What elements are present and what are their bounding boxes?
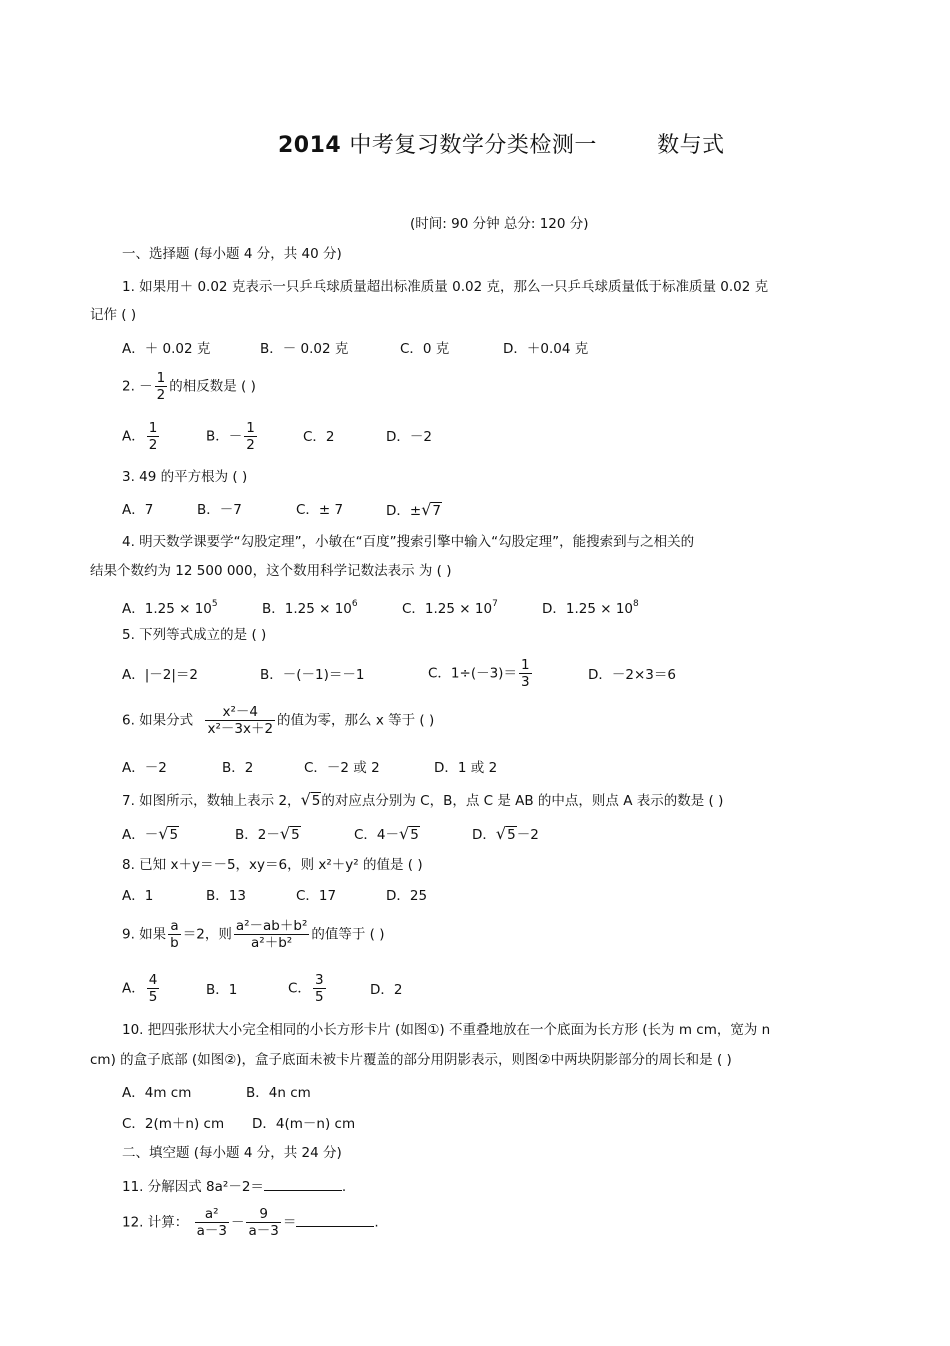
q2-pre: 2. － [122,378,153,395]
q12-fraction-2 [246,1206,280,1239]
q7-post: 的对应点分别为 C，B，点 C 是 AB 的中点，则点 A 表示的数是 ( ) [321,793,724,809]
q8-stem: 8. 已知 x＋y＝－5，xy＝6，则 x²＋y² 的值是 ( ) [122,857,423,873]
section-heading-1: 一、选择题 (每小题 4 分，共 40 分) [122,246,342,262]
q7-pre: 7. 如图所示，数轴上表示 2， [122,793,301,809]
q8-option-c: C．17 [296,888,337,904]
q6-den: x²－3x＋2 [207,721,274,737]
q12-end: . [374,1214,379,1231]
q7-b-label: B．2－ [235,827,280,843]
q1-option-d: D．＋0.04 克 [503,341,589,357]
q9-fraction-1 [168,918,181,951]
q3-option-d [386,500,442,521]
q3-d-radicand: 7 [432,503,442,519]
q11-stem [122,1176,346,1197]
q7-option-a [122,824,179,845]
q7-c-radicand: 5 [410,827,419,843]
q7-option-b [235,824,301,845]
q4-a-text: A．1.25 × 10 [122,601,212,617]
q1-option-b: B．－ 0.02 克 [260,341,349,357]
q2-num: 1 [156,370,166,386]
q10-line1: 10. 把四张形状大小完全相同的小长方形卡片 (如图①) 不重叠地放在一个底面为长方形 (长为 m cm，宽为 n [122,1022,771,1038]
q7-option-c [354,824,420,845]
q7-d-post: －2 [516,827,539,843]
q6-stem [122,704,434,737]
q3-option-a: A．7 [122,502,154,518]
q6-num: x²－4 [222,704,258,720]
q10-option-a: A．4m cm [122,1085,192,1101]
q4-option-b [262,594,358,619]
q7-d-sqrt: √5 [495,824,516,843]
q4-option-c [402,594,498,619]
q9-c-label: C． [288,980,311,997]
q12-minus: － [230,1214,245,1231]
q9-c-den: 5 [314,989,324,1005]
q12-answer-blank[interactable] [296,1212,374,1227]
q4-a-exp: 5 [211,599,218,609]
q12-eq: ＝ [282,1214,297,1231]
q3-option-b: B．－7 [197,502,242,518]
q2-option-d: D．－2 [386,429,432,445]
q4-c-text: C．1.25 × 10 [402,601,493,617]
q2-fraction [155,370,168,403]
q9-pre: 9. 如果 [122,926,167,943]
q5-option-c [428,657,534,690]
q7-a-sqrt: √5 [158,824,179,843]
q5-stem: 5. 下列等式成立的是 ( ) [122,627,267,643]
q2-a-fraction [147,420,160,453]
title-main: 中考复习数学分类检测一 [349,133,597,158]
q2-b-num: 1 [246,420,255,436]
q4-b-text: B．1.25 × 10 [262,601,352,617]
q7-radicand: 5 [311,793,321,809]
q5-option-b: B．－(－1)＝－1 [260,667,365,683]
q9-option-b: B．1 [206,982,238,998]
q12-f1-num: a² [204,1206,219,1222]
q2-a-label: A． [122,428,145,445]
q3-option-c: C．± 7 [296,502,344,518]
q9-option-d: D．2 [370,982,403,998]
q4-option-a [122,594,218,619]
q1-line1: 1. 如果用＋ 0.02 克表示一只乒乓球质量超出标准质量 0.02 克，那么一只乒乓球质量低于标准质量 0.02 克 [122,279,769,295]
q4-d-exp: 8 [633,599,639,609]
q12-fraction-1 [195,1206,229,1239]
q10-line2: cm) 的盒子底部 (如图②)，盒子底面未被卡片覆盖的部分用阴影表示，则图②中两块阴影部分的周长和是 ( ) [90,1052,732,1068]
q3-d-sqrt: √7 [421,500,442,519]
title-year: 2014 [278,133,342,158]
q9-f1-den: b [170,935,179,951]
q7-b-radicand: 5 [291,827,300,843]
q9-a-num: 4 [148,972,158,988]
q6-post: 的值为零，那么 x 等于 ( ) [277,712,435,729]
q2-a-den: 2 [148,437,158,453]
q3-d-label: D．± [386,503,422,519]
q4-line1: 4. 明天数学课要学“勾股定理”，小敏在“百度”搜索引擎中输入“勾股定理”，能搜索到与之相关的 [122,534,695,550]
q11-text: 11. 分解因式 8a²－2＝ [122,1179,264,1195]
q6-option-c: C．－2 或 2 [304,760,380,776]
q9-post: 的值等于 ( ) [311,926,385,943]
page-title [278,128,725,159]
q5-c-num: 1 [520,657,530,673]
q1-option-a: A．＋ 0.02 克 [122,341,211,357]
q9-a-fraction [147,972,160,1005]
q5-option-d: D．－2×3＝6 [588,667,676,683]
q9-c-fraction [313,972,326,1005]
q6-option-a: A．－2 [122,760,167,776]
q4-c-exp: 7 [492,599,498,609]
section-heading-2: 二、填空题 (每小题 4 分，共 24 分) [122,1145,342,1161]
q7-d-label: D． [472,827,496,843]
q1-option-c: C．0 克 [400,341,450,357]
q9-mid: ＝2，则 [182,926,232,943]
q9-option-c [288,972,328,1005]
q2-stem [122,370,256,403]
q8-option-a: A．1 [122,888,154,904]
q10-option-b: B．4n cm [246,1085,311,1101]
q9-f1-num: a [170,918,179,934]
q4-option-d [542,594,639,619]
q5-c-den: 3 [520,674,530,690]
q6-option-d: D．1 或 2 [434,760,498,776]
q4-line2: 结果个数约为 12 500 000，这个数用科学记数法表示 为 ( ) [90,563,452,579]
q5-c-text: C．1÷(－3)＝ [428,665,517,682]
q9-a-label: A． [122,980,145,997]
q2-post: 的相反数是 ( ) [169,378,256,395]
q9-option-a [122,972,161,1005]
q2-a-num: 1 [148,420,158,436]
q5-c-fraction [519,657,532,690]
q8-option-d: D．25 [386,888,428,904]
q7-d-radicand: 5 [507,827,516,843]
q9-f2-num: a²－ab＋b² [235,918,308,934]
q2-b-fraction [244,420,257,453]
q12-stem [122,1206,379,1239]
exam-meta: (时间: 90 分钟 总分: 120 分) [410,216,589,232]
title-topic: 数与式 [657,133,725,158]
q11-answer-blank[interactable] [264,1176,342,1191]
q2-option-b [206,420,259,453]
q7-option-d [472,824,539,845]
q10-option-c: C．2(m＋n) cm [122,1116,225,1132]
q6-fraction [205,704,275,737]
q4-b-exp: 6 [351,599,358,609]
q12-f1-den: a－3 [196,1223,227,1239]
q2-option-c: C．2 [303,429,335,445]
q1-line2: 记作 ( ) [90,307,137,323]
q2-b-label: B．－ [206,428,243,445]
q4-d-text: D．1.25 × 10 [542,601,634,617]
q2-option-a [122,420,161,453]
q5-option-a: A．|－2|＝2 [122,667,199,683]
q9-a-den: 5 [148,989,158,1005]
q6-pre: 6. 如果分式 [122,712,194,729]
q7-c-sqrt: √5 [399,824,419,843]
q11-end: . [341,1179,347,1195]
q3-stem: 3. 49 的平方根为 ( ) [122,469,248,485]
q9-c-num: 3 [314,972,324,988]
q2-b-den: 2 [246,437,255,453]
q7-a-label: A．－ [122,827,159,843]
q8-option-b: B．13 [206,888,246,904]
q7-stem [122,790,723,811]
q7-sqrt: √5 [300,790,321,809]
q9-stem [122,918,384,951]
q7-c-label: C．4－ [354,827,400,843]
q7-b-sqrt: √5 [279,824,300,843]
q9-fraction-2 [234,918,310,951]
q12-f2-den: a－3 [248,1223,279,1239]
q9-f2-den: a²＋b² [234,934,310,951]
q12-f2-num: 9 [259,1206,268,1222]
q12-pre: 12. 计算： [122,1214,189,1231]
q6-option-b: B．2 [222,760,254,776]
q10-option-d: D．4(m－n) cm [252,1116,356,1132]
q2-den: 2 [156,387,166,403]
q7-a-radicand: 5 [169,827,179,843]
